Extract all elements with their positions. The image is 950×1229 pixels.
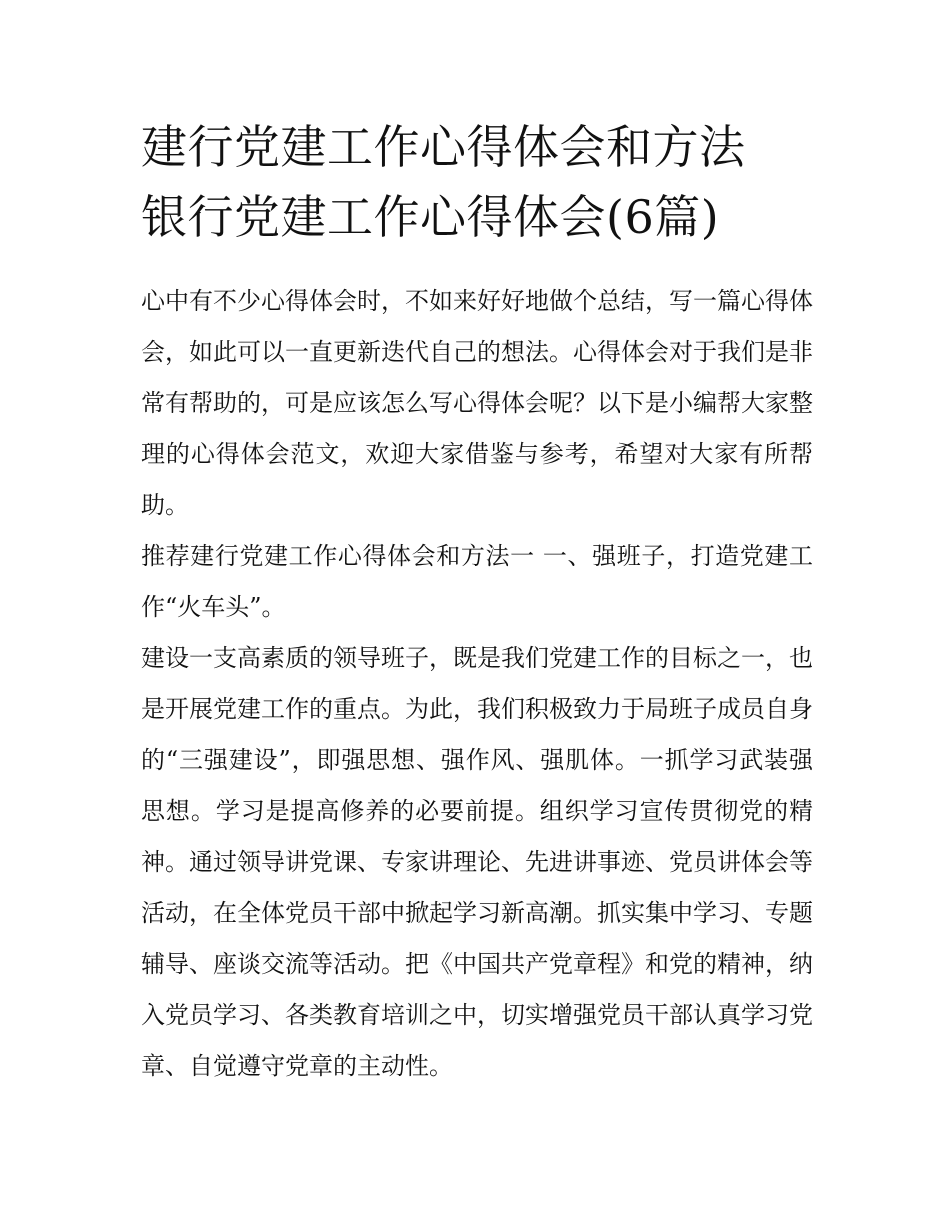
section-heading-paragraph: 推荐建行党建工作心得体会和方法一 一、强班子，打造党建工作“火车头”。 xyxy=(141,542,813,621)
document-page xyxy=(141,112,813,1092)
intro-paragraph: 心中有不少心得体会时，不如来好好地做个总结，写一篇心得体会，如此可以一直更新迭代自己的想法。心得体会对于我们是非常有帮助的，可是应该怎么写心得体会呢？以下是小编帮大家整理的心得体会范文，欢迎大家借鉴与参考，希望对大家有所帮助。 xyxy=(141,287,813,519)
body-paragraph: 建设一支高素质的领导班子，既是我们党建工作的目标之一，也是开展党建工作的重点。为此，我们积极致力于局班子成员自身的“三强建设”，即强思想、强作风、强肌体。一抓学习武装强思想。学习是提高修养的必要前提。组织学习宣传贯彻党的精神。通过领导讲党课、专家讲理论、先进讲事迹、党员讲体会等活动，在全体党员干部中掀起学习新高潮。抓实集中学习、专题辅导、座谈交流等活动。把《中国共产党章程》和党的精神，纳入党员学习、各类教育培训之中，切实增强党员干部认真学习党章、自觉遵守党章的主动性。 xyxy=(141,644,813,1080)
title-line-1: 建行党建工作心得体会和方法 xyxy=(141,120,746,174)
document-title xyxy=(141,112,813,252)
document-body xyxy=(141,276,813,1092)
title-line-2: 银行党建工作心得体会(6篇) xyxy=(141,190,720,244)
